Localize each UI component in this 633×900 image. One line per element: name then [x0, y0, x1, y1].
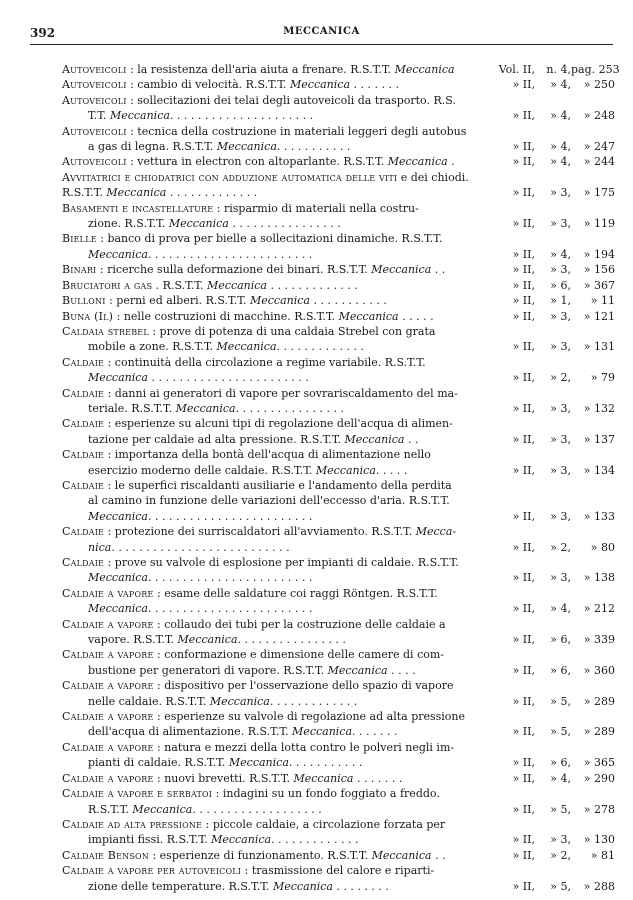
issue-ref: » 3, [550, 833, 571, 847]
issue-ref: » 3, [550, 263, 571, 277]
issue-ref: » 3, [550, 186, 571, 200]
entry-keyword: Caldaie a vapore [62, 771, 154, 785]
issue-ref: » 6, [550, 756, 571, 770]
issue-ref: » 5, [550, 725, 571, 739]
journal-name: Meccanica [315, 463, 376, 477]
entry-line: : protezione dei surriscaldatori all'avviamento. R.S.T.T. Mecca- [104, 525, 457, 539]
entry-line: : risparmio di materiali nella costru- [213, 201, 419, 215]
entry-keyword: Caldaie Benson [62, 848, 149, 862]
entry-line: : esperienze su valvole di regolazione ad alta pressione [153, 710, 466, 724]
index-entry [62, 154, 617, 169]
volume-ref: » II, [512, 833, 535, 847]
volume-ref: » II, [512, 756, 535, 770]
journal-name: Meccanica [177, 633, 238, 647]
issue-ref: » 3, [550, 340, 571, 354]
journal-name: Meccanica [168, 217, 229, 231]
journal-name: Meccanica [290, 78, 351, 92]
entry-reference [497, 62, 620, 77]
journal-name: Meccanica [216, 340, 277, 354]
issue-ref: » 3, [550, 309, 571, 323]
journal-name: Meccanica [211, 833, 272, 847]
entry-line: mobile a zone. R.S.T.T. Meccanica. . . . . . . . . . . . . [88, 340, 364, 354]
page-ref: » 134 [583, 463, 615, 477]
entry-reference [497, 154, 617, 169]
entry-reference [497, 755, 617, 770]
index-entry [62, 170, 617, 201]
volume-ref: » II, [512, 848, 535, 862]
entry-keyword: Caldaie [62, 525, 105, 539]
journal-name: Meccanica [272, 879, 333, 893]
entry-line: vapore. R.S.T.T. Meccanica. . . . . . . . . . . . . . . . [88, 633, 346, 647]
page-ref: » 132 [583, 401, 615, 415]
entry-line: Meccanica . . . . . . . . . . . . . . . . . . . . . . . [88, 371, 309, 385]
journal-name: Meccanica [207, 278, 267, 292]
entry-line: Meccanica. . . . . . . . . . . . . . . . . . . . . . . . [88, 571, 313, 585]
volume-ref: » II, [512, 340, 535, 354]
entry-reference [497, 879, 617, 894]
index-entry [62, 740, 617, 771]
volume-ref: » II, [512, 879, 535, 893]
journal-name: Meccanica [371, 848, 432, 862]
index-entries [62, 62, 620, 894]
entry-line: Meccanica. . . . . . . . . . . . . . . . . . . . . . . . [88, 509, 313, 523]
issue-ref: n. 4, [546, 63, 571, 76]
index-entry [62, 355, 617, 386]
entry-line: : dispositivo per l'osservazione dello spazio di vapore [153, 679, 454, 693]
entry-keyword: Bruciatori a gas [62, 278, 153, 292]
entry-line: : cambio di velocità. R.S.T.T. Meccanica . . . . . . . [126, 78, 399, 92]
entry-reference [497, 694, 617, 709]
issue-ref: » 6, [550, 278, 571, 292]
page-ref: » 131 [583, 340, 615, 354]
entry-keyword: Caldaie a vapore [62, 648, 154, 662]
page-ref: » 339 [583, 633, 615, 647]
page-ref: » 130 [583, 833, 615, 847]
journal-name: Meccanica [216, 140, 277, 154]
entry-keyword: Basamenti e incastellature [62, 201, 214, 215]
index-entry [62, 617, 617, 648]
volume-ref: » II, [512, 571, 535, 585]
page-ref: » 11 [590, 294, 615, 308]
volume-ref: » II, [512, 78, 535, 92]
page-ref: » 278 [583, 802, 615, 816]
journal-name: Meccanica [371, 263, 432, 277]
issue-ref: » 1, [550, 294, 571, 308]
journal-name: Meccanica [387, 155, 448, 169]
index-entry [62, 447, 617, 478]
journal-name: Meccanica [327, 663, 388, 677]
issue-ref: » 6, [550, 663, 571, 677]
volume-ref: » II, [512, 633, 535, 647]
index-entry [62, 647, 617, 678]
entry-line: Meccanica. . . . . . . . . . . . . . . . . . . . . . . . [88, 602, 313, 616]
entry-line: al camino in funzione delle variazioni dell'eccesso d'aria. R.S.T.T. [88, 494, 450, 508]
journal-name: Mecca- [415, 525, 457, 539]
entry-reference [497, 108, 617, 123]
issue-ref: » 4, [550, 155, 571, 169]
entry-reference [497, 802, 617, 817]
entry-line: : esame delle saldature coi raggi Röntgen. R.S.T.T. [153, 586, 438, 600]
issue-ref: » 3, [550, 571, 571, 585]
volume-ref: » II, [512, 217, 535, 231]
entry-line: teriale. R.S.T.T. Meccanica. . . . . . . . . . . . . . . . [88, 401, 345, 415]
issue-ref: » 4, [550, 140, 571, 154]
issue-ref: » 4, [550, 247, 571, 261]
entry-line: R.S.T.T. Meccanica. . . . . . . . . . . . . . . . . . . [88, 802, 322, 816]
volume-ref: » II, [512, 309, 535, 323]
volume-ref: » II, [512, 802, 535, 816]
index-entry [62, 93, 617, 124]
issue-ref: » 2, [550, 540, 571, 554]
entry-line: : prove di potenza di una caldaia Strebel con grata [148, 324, 436, 338]
index-entry [62, 678, 617, 709]
entry-keyword: Bielle [62, 232, 97, 246]
issue-ref: » 6, [550, 633, 571, 647]
entry-line: zione. R.S.T.T. Meccanica . . . . . . . . . . . . . . . . [88, 217, 341, 231]
entry-line: . R.S.T.T. Meccanica . . . . . . . . . . . . . [152, 278, 358, 292]
entry-line: : importanza della bontà dell'acqua di alimentazione nello [104, 448, 431, 462]
entry-reference [497, 771, 617, 786]
entry-reference [497, 663, 617, 678]
page-header [30, 26, 613, 44]
entry-line: bustione per generatori di vapore. R.S.T.T. Meccanica . . . . [88, 663, 416, 677]
index-entry [62, 231, 617, 262]
index-entry [62, 62, 620, 77]
volume-ref: » II, [512, 278, 535, 292]
volume-ref: » II, [512, 371, 535, 385]
entry-keyword: Autoveicoli [62, 78, 127, 92]
entry-line: : esperienze di funzionamento. R.S.T.T. Meccanica . . [148, 848, 446, 862]
entry-reference [497, 247, 617, 262]
entry-line: : sollecitazioni dei telai degli autoveicoli da trasporto. R.S. [126, 93, 456, 107]
entry-keyword: Caldaie [62, 478, 105, 492]
index-entry [62, 386, 617, 417]
entry-line: impianti fissi. R.S.T.T. Meccanica. . . . . . . . . . . . . [88, 833, 359, 847]
journal-name: nica. [88, 540, 115, 554]
index-entry [62, 293, 617, 308]
volume-ref: » II, [512, 509, 535, 523]
entry-keyword: Caldaie a vapore [62, 740, 154, 754]
entry-reference [497, 509, 617, 524]
entry-reference [497, 832, 617, 847]
page-ref: » 244 [583, 155, 615, 169]
page-ref: pag. 253 [571, 63, 620, 76]
volume-ref: » II, [512, 186, 535, 200]
entry-keyword: Caldaie a vapore [62, 710, 154, 724]
entry-line: : natura e mezzi della lotta contro le polveri negli im- [153, 740, 455, 754]
journal-name: Meccanica [292, 725, 353, 739]
entry-reference [497, 370, 617, 385]
volume-ref: » II, [512, 771, 535, 785]
entry-keyword: Buna (Il) [62, 309, 114, 323]
page-ref: » 289 [583, 694, 615, 708]
index-entry [62, 848, 617, 863]
index-entry [62, 709, 617, 740]
page-ref: » 248 [583, 109, 615, 123]
entry-reference [497, 432, 617, 447]
entry-reference [497, 848, 617, 863]
entry-keyword: Caldaie [62, 386, 105, 400]
volume-ref: » II, [512, 109, 535, 123]
entry-keyword: Caldaie [62, 417, 105, 431]
index-entry [62, 416, 617, 447]
entry-reference [497, 77, 617, 92]
journal-name: Meccanica [88, 602, 148, 616]
entry-line: dell'acqua di alimentazione. R.S.T.T. Meccanica. . . . . . . [88, 725, 398, 739]
journal-name: Meccanica [338, 309, 399, 323]
index-entry [62, 555, 617, 586]
page-ref: » 212 [583, 602, 615, 616]
issue-ref: » 2, [550, 371, 571, 385]
entry-line: tazione per caldaie ad alta pressione. R.S.T.T. Meccanica . . [88, 432, 419, 446]
entry-line: esercizio moderno delle caldaie. R.S.T.T. Meccanica. . . . . [88, 463, 408, 477]
entry-reference [497, 293, 617, 308]
entry-keyword: Caldaie a vapore [62, 617, 154, 631]
entry-line: : nelle costruzioni di macchine. R.S.T.T. Meccanica . . . . . [113, 309, 434, 323]
entry-line: e dei chiodi. R.S.T.T. Meccanica . . . . . . . . . . . . . [62, 170, 469, 200]
page-ref: » 137 [583, 432, 615, 446]
page-ref: » 247 [583, 140, 615, 154]
page-ref: » 290 [583, 771, 615, 785]
entry-line: nelle caldaie. R.S.T.T. Meccanica. . . . . . . . . . . . . [88, 694, 358, 708]
index-entry [62, 324, 617, 355]
index-entry [62, 786, 617, 817]
entry-reference [497, 216, 617, 231]
journal-name: Meccanica [175, 401, 236, 415]
page-ref: » 121 [583, 309, 615, 323]
entry-keyword: Caldaie a vapore [62, 679, 154, 693]
page-ref: » 80 [590, 540, 615, 554]
entry-reference [497, 463, 617, 478]
entry-reference [497, 540, 617, 555]
entry-keyword: Avvitatrici e chiodatrici con adduzione automatica delle viti [62, 170, 398, 184]
entry-line: : collaudo dei tubi per la costruzione delle caldaie a [153, 617, 446, 631]
page-ref: » 175 [583, 186, 615, 200]
entry-keyword: Autoveicoli [62, 63, 127, 76]
index-entry [62, 309, 617, 324]
entry-line: nica. . . . . . . . . . . . . . . . . . . . . . . . . . [88, 540, 290, 554]
entry-line: : la resistenza dell'aria aiuta a frenare. R.S.T.T. Meccanica [126, 63, 455, 76]
issue-ref: » 3, [550, 432, 571, 446]
page-ref: » 138 [583, 571, 615, 585]
journal-name: Meccanica [293, 771, 354, 785]
page-ref: » 360 [583, 663, 615, 677]
entry-keyword: Bulloni [62, 294, 106, 308]
volume-ref: » II, [512, 463, 535, 477]
volume-ref: » II, [512, 663, 535, 677]
entry-keyword: Caldaie a vapore e serbatoi [62, 787, 213, 801]
index-entry [62, 262, 617, 277]
entry-line: Meccanica. . . . . . . . . . . . . . . . . . . . . . . . [88, 247, 313, 261]
volume-ref: » II, [512, 155, 535, 169]
volume-ref: » II, [512, 247, 535, 261]
entry-line: zione delle temperature. R.S.T.T. Meccanica . . . . . . . . [88, 879, 389, 893]
issue-ref: » 4, [550, 78, 571, 92]
volume-ref: » II, [512, 694, 535, 708]
issue-ref: » 3, [550, 217, 571, 231]
index-entry [62, 77, 617, 92]
entry-reference [497, 185, 617, 200]
journal-name: Meccanica [88, 571, 148, 585]
entry-line: : nuovi brevetti. R.S.T.T. Meccanica . . . . . . . [153, 771, 403, 785]
entry-line: : le superfici riscaldanti ausiliarie e l'andamento della perdita [104, 478, 452, 492]
index-entry [62, 863, 617, 894]
volume-ref: » II, [512, 725, 535, 739]
entry-line: : continuità della circolazione a regime variabile. R.S.T.T. [104, 355, 426, 369]
page-number: 392 [30, 26, 56, 40]
journal-name: Meccanica [132, 802, 193, 816]
journal-name: Meccanica [209, 694, 270, 708]
journal-name: Meccanica [88, 247, 148, 261]
entry-keyword: Binari [62, 263, 97, 277]
entry-reference [497, 570, 617, 585]
header-rule [30, 44, 613, 45]
issue-ref: » 5, [550, 879, 571, 893]
entry-line: : vettura in electron con altoparlante. R.S.T.T. Meccanica . [126, 155, 455, 169]
entry-line: : danni ai generatori di vapore per sovrariscaldamento del ma- [104, 386, 458, 400]
journal-name: Meccanica [394, 63, 455, 76]
issue-ref: » 3, [550, 509, 571, 523]
entry-keyword: Caldaia strebel [62, 324, 149, 338]
page-ref: » 367 [583, 278, 615, 292]
entry-keyword: Caldaie ad alta pressione [62, 817, 203, 831]
issue-ref: » 3, [550, 401, 571, 415]
entry-line: pianti di caldaie. R.S.T.T. Meccanica. . . . . . . . . . . [88, 756, 363, 770]
entry-line: a gas di legna. R.S.T.T. Meccanica. . . . . . . . . . . [88, 140, 351, 154]
issue-ref: » 4, [550, 109, 571, 123]
entry-reference [497, 309, 617, 324]
entry-reference [497, 139, 617, 154]
entry-line: T.T. Meccanica. . . . . . . . . . . . . . . . . . . . . [88, 109, 314, 123]
entry-line: : banco di prova per bielle a sollecitazioni dinamiche. R.S.T.T. [96, 232, 443, 246]
page-ref: » 288 [583, 879, 615, 893]
journal-name: Meccanica [249, 294, 310, 308]
entry-keyword: Caldaie a vapore [62, 586, 154, 600]
page-ref: » 365 [583, 756, 615, 770]
index-entry [62, 771, 617, 786]
issue-ref: » 4, [550, 771, 571, 785]
entry-line: : perni ed alberi. R.S.T.T. Meccanica . . . . . . . . . . . [105, 294, 387, 308]
entry-reference [497, 339, 617, 354]
index-entry [62, 817, 617, 848]
volume-ref: » II, [512, 140, 535, 154]
page-ref: » 289 [583, 725, 615, 739]
journal-name: Meccanica [109, 109, 170, 123]
index-entry [62, 201, 617, 232]
index-entry [62, 124, 617, 155]
index-entry [62, 586, 617, 617]
journal-name: Meccanica [88, 371, 148, 385]
volume-ref: » II, [512, 263, 535, 277]
entry-keyword: Caldaie a vapore per autoveicoli [62, 864, 242, 878]
entry-line: : prove su valvole di esplosione per impianti di caldaie. R.S.T.T. [104, 556, 459, 569]
journal-name: Meccanica [88, 509, 148, 523]
entry-line: : tecnica della costruzione in materiali leggeri degli autobus [126, 124, 467, 138]
entry-line: : ricerche sulla deformazione dei binari. R.S.T.T. Meccanica . . [96, 263, 446, 277]
issue-ref: » 5, [550, 802, 571, 816]
issue-ref: » 2, [550, 848, 571, 862]
running-title: MECCANICA [283, 26, 360, 37]
index-entry [62, 478, 617, 524]
page-ref: » 250 [583, 78, 615, 92]
volume-ref: » II, [512, 294, 535, 308]
issue-ref: » 4, [550, 602, 571, 616]
entry-reference [497, 278, 617, 293]
entry-keyword: Autoveicoli [62, 155, 127, 169]
entry-keyword: Caldaie [62, 448, 105, 462]
entry-line: : esperienze su alcuni tipi di regolazione dell'acqua di alimen- [104, 417, 453, 431]
entry-reference [497, 724, 617, 739]
entry-reference [497, 401, 617, 416]
index-entry [62, 278, 617, 293]
entry-keyword: Caldaie [62, 355, 105, 369]
journal-name: Meccanica [228, 756, 289, 770]
page-ref: » 79 [590, 371, 615, 385]
index-entry [62, 524, 617, 555]
volume-ref: Vol. II, [498, 63, 535, 76]
entry-line: : indagini su un fondo foggiato a freddo. [212, 787, 440, 801]
volume-ref: » II, [512, 401, 535, 415]
entry-keyword: Autoveicoli [62, 124, 127, 138]
entry-reference [497, 601, 617, 616]
entry-reference [497, 632, 617, 647]
issue-ref: » 5, [550, 694, 571, 708]
entry-keyword: Autoveicoli [62, 93, 127, 107]
volume-ref: » II, [512, 540, 535, 554]
issue-ref: » 3, [550, 463, 571, 477]
entry-line: : piccole caldaie, a circolazione forzata per [202, 817, 446, 831]
entry-line: : conformazione e dimensione delle camere di com- [153, 648, 445, 662]
entry-line: : trasmissione del calore e riparti- [241, 864, 435, 878]
page-ref: » 156 [583, 263, 615, 277]
entry-reference [497, 262, 617, 277]
page-ref: » 81 [590, 848, 615, 862]
entry-keyword: Caldaie [62, 556, 105, 569]
journal-name: Meccanica [344, 432, 405, 446]
page-ref: » 194 [583, 247, 615, 261]
volume-ref: » II, [512, 432, 535, 446]
volume-ref: » II, [512, 602, 535, 616]
journal-name: Meccanica [106, 186, 167, 200]
page-ref: » 133 [583, 509, 615, 523]
page-ref: » 119 [583, 217, 615, 231]
